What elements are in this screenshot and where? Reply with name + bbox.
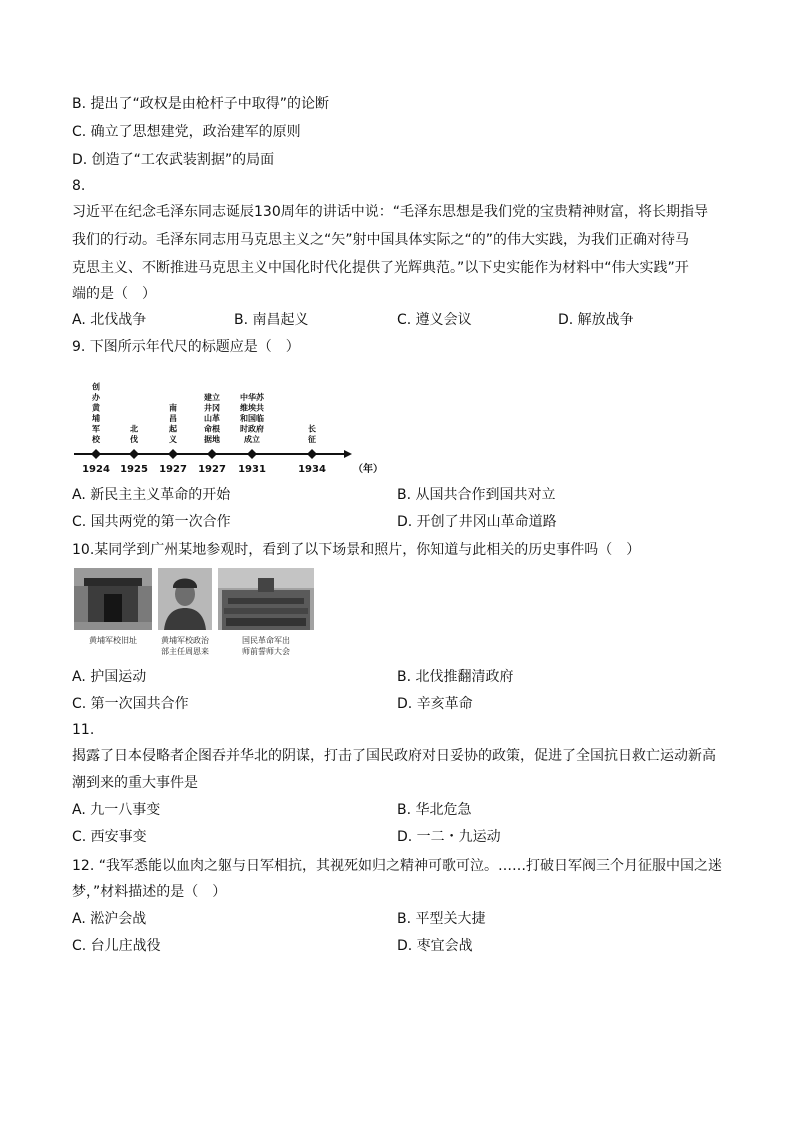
photo-zhou-enlai-portrait bbox=[158, 568, 212, 630]
q10-option-c: C. 第一次国共合作 bbox=[72, 696, 189, 712]
q7-option-d: D. 创造了“工农武装割据”的局面 bbox=[72, 152, 275, 168]
timeline-event-label: 征 bbox=[308, 435, 316, 444]
timeline-event-label: 昌 bbox=[169, 414, 177, 423]
timeline-event-label: 军 bbox=[92, 424, 100, 434]
timeline-event-label: 和国临 bbox=[240, 414, 264, 423]
timeline-marker bbox=[168, 449, 178, 459]
timeline-event-label: 义 bbox=[169, 435, 177, 444]
q11-option-b: B. 华北危急 bbox=[397, 802, 472, 818]
timeline-year-label: 1931 bbox=[238, 464, 266, 475]
timeline-event-label: 办 bbox=[92, 393, 100, 402]
q8-option-c: C. 遵义会议 bbox=[397, 312, 472, 328]
q9-timeline bbox=[72, 362, 392, 480]
timeline-event-label: 命根 bbox=[204, 424, 220, 434]
timeline-event-label: 校 bbox=[92, 435, 100, 444]
timeline-event-label: 长 bbox=[308, 424, 316, 434]
timeline-event-label: 建立 bbox=[204, 393, 220, 402]
q11-stem-line2: 潮到来的重大事件是 bbox=[72, 775, 198, 791]
photo-whampoa-gate bbox=[74, 568, 152, 630]
q12-option-d: D. 枣宜会战 bbox=[397, 938, 473, 954]
timeline-figure bbox=[72, 362, 392, 480]
timeline-event-label: 井冈 bbox=[204, 403, 220, 413]
timeline-event-label: 据地 bbox=[204, 435, 220, 444]
timeline-marker bbox=[91, 449, 101, 459]
q11-number: 11. bbox=[72, 722, 95, 738]
timeline-event-label: 南 bbox=[169, 403, 177, 413]
timeline-marker bbox=[307, 449, 317, 459]
photo-caption-1: 黄埔军校旧址 bbox=[89, 636, 137, 645]
q9-option-c: C. 国共两党的第一次合作 bbox=[72, 514, 231, 530]
q8-stem-line1: 习近平在纪念毛泽东同志诞辰130周年的讲话中说：“毛泽东思想是我们党的宝贵精神财富，将长期指导 bbox=[72, 204, 708, 220]
q9-stem: 9. 下图所示年代尺的标题应是（ ） bbox=[72, 339, 300, 355]
q7-option-b: B. 提出了“政权是由枪杆子中取得”的论断 bbox=[72, 96, 330, 112]
timeline-year-label: 1927 bbox=[159, 464, 187, 475]
photo-caption-3: 国民革命军出 师前誓师大会 bbox=[242, 636, 290, 656]
q8-option-a: A. 北伐战争 bbox=[72, 312, 147, 328]
q11-option-d: D. 一二・九运动 bbox=[397, 829, 501, 845]
q10-stem: 10.某同学到广州某地参观时，看到了以下场景和照片，你知道与此相关的历史事件吗（ ） bbox=[72, 542, 641, 558]
timeline-event-label: 山革 bbox=[204, 414, 220, 423]
timeline-marker bbox=[247, 449, 257, 459]
q8-option-d: D. 解放战争 bbox=[558, 312, 634, 328]
timeline-year-label: 1927 bbox=[198, 464, 226, 475]
timeline-event-label: 起 bbox=[169, 424, 177, 434]
timeline-year-label: 1925 bbox=[120, 464, 148, 475]
timeline-marker bbox=[207, 449, 217, 459]
timeline-event-label: 成立 bbox=[244, 435, 260, 444]
q9-option-d: D. 开创了井冈山革命道路 bbox=[397, 514, 557, 530]
q9-option-b: B. 从国共合作到国共对立 bbox=[397, 487, 556, 503]
q9-option-a: A. 新民主主义革命的开始 bbox=[72, 487, 231, 503]
q8-stem-line3: 克思主义、不断推进马克思主义中国化时代化提供了光辉典范。”以下史实能作为材料中“伟大实践”开 bbox=[72, 260, 689, 276]
q8-stem-line2: 我们的行动。毛泽东同志用马克思主义之“矢”射中国具体实际之“的”的伟大实践，为我们正确对待马 bbox=[72, 232, 690, 248]
q12-option-c: C. 台儿庄战役 bbox=[72, 938, 161, 954]
q10-option-d: D. 辛亥革命 bbox=[397, 696, 473, 712]
q8-number: 8. bbox=[72, 178, 86, 194]
timeline-event-label: 黄 bbox=[92, 403, 100, 413]
timeline-event-label: 中华苏 bbox=[240, 393, 264, 402]
timeline-year-label: 1934 bbox=[298, 464, 326, 475]
timeline-event-label: 北 bbox=[130, 424, 138, 434]
timeline-event-label: 伐 bbox=[130, 435, 138, 444]
timeline-unit-label: （年） bbox=[353, 464, 383, 475]
timeline-marker bbox=[129, 449, 139, 459]
q11-option-c: C. 西安事变 bbox=[72, 829, 147, 845]
q12-option-b: B. 平型关大捷 bbox=[397, 911, 486, 927]
q12-stem-line2: 梦，”材料描述的是（ ） bbox=[72, 884, 227, 900]
photo-northern-expedition-rally bbox=[218, 568, 314, 630]
timeline-event-label: 埔 bbox=[92, 414, 100, 423]
q12-option-a: A. 淞沪会战 bbox=[72, 911, 147, 927]
q8-stem-line4: 端的是（ ） bbox=[72, 286, 156, 302]
q11-stem-line1: 揭露了日本侵略者企图吞并华北的阴谋，打击了国民政府对日妥协的政策，促进了全国抗日救亡运动新高 bbox=[72, 748, 716, 764]
q10-option-a: A. 护国运动 bbox=[72, 669, 147, 685]
q8-option-b: B. 南昌起义 bbox=[234, 312, 309, 328]
timeline-year-label: 1924 bbox=[82, 464, 110, 475]
q11-option-a: A. 九一八事变 bbox=[72, 802, 161, 818]
timeline-event-label: 时政府 bbox=[240, 424, 264, 434]
timeline-event-label: 创 bbox=[92, 382, 100, 392]
timeline-arrow bbox=[344, 450, 352, 458]
photo-caption-2: 黄埔军校政治 部主任周恩来 bbox=[161, 636, 209, 656]
q12-stem-line1: 12. “我军悉能以血肉之躯与日军相抗，其视死如归之精神可歌可泣。……打破日军阀三个月征服中国之迷 bbox=[72, 858, 722, 874]
q7-option-c: C. 确立了思想建党，政治建军的原则 bbox=[72, 124, 301, 140]
q10-photo-strip bbox=[74, 568, 319, 660]
q10-option-b: B. 北伐推翻清政府 bbox=[397, 669, 514, 685]
timeline-event-label: 维埃共 bbox=[240, 403, 264, 413]
